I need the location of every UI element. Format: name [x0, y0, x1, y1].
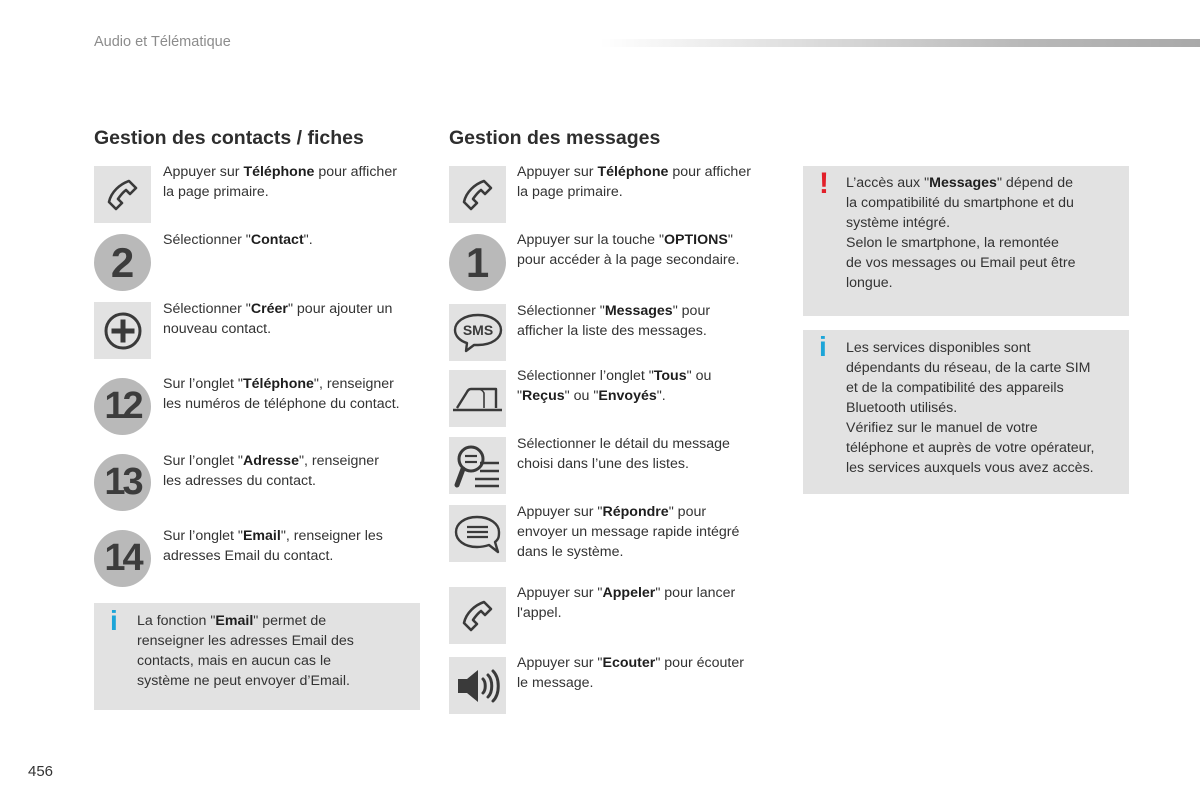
- messages-warning-note: [803, 166, 1129, 316]
- contacts-step-1-text: Appuyer sur Téléphone pour afficher la page primaire.: [163, 164, 397, 200]
- listen-button[interactable]: [449, 657, 506, 714]
- step-badge-14: 14: [94, 530, 151, 587]
- sms-icon-label: SMS: [462, 321, 493, 338]
- messages-step-3-text: Sélectionner "Messages" pour afficher la liste des messages.: [517, 303, 711, 339]
- tab-selector-button[interactable]: [449, 370, 506, 427]
- info-icon: i: [110, 605, 118, 636]
- step-badge-2: 2: [94, 234, 151, 291]
- page-number: 456: [28, 763, 54, 780]
- contacts-step-5-text: Sur l’onglet "Adresse", renseigner les adresses du contact.: [163, 453, 379, 489]
- messages-button[interactable]: [449, 304, 506, 361]
- tab-icon: [450, 381, 506, 417]
- messages-step-7-text: Appuyer sur "Appeler" pour lancer l'appel.: [517, 585, 736, 621]
- phone-icon: [103, 175, 143, 215]
- messages-section-title: Gestion des messages: [449, 127, 661, 149]
- services-info-note: [803, 330, 1129, 494]
- warning-icon: !: [819, 167, 829, 200]
- contacts-step-3-text: Sélectionner "Créer" pour ajouter un nouveau contact.: [163, 301, 393, 337]
- messages-step-2-text: Appuyer sur la touche "OPTIONS" pour accéder à la page secondaire.: [517, 232, 740, 268]
- warning-text: L’accès aux "Messages" dépend de la compatibilité du smartphone et du système intégré. Selon le smartphone, la remontée de vos messages ou Email peut être longue.: [846, 175, 1076, 291]
- step-badge-13: 13: [94, 454, 151, 511]
- sms-icon: [452, 311, 504, 355]
- messages-step-5-text: Sélectionner le détail du message choisi dans l’une des listes.: [517, 436, 730, 472]
- speaker-icon: [454, 666, 502, 706]
- phone-icon: [458, 596, 498, 636]
- header-bar: [600, 39, 1200, 47]
- contacts-step-6-text: Sur l’onglet "Email", renseigner les adresses Email du contact.: [163, 528, 383, 564]
- phone-button[interactable]: [449, 166, 506, 223]
- contacts-step-4-text: Sur l’onglet "Téléphone", renseigner les numéros de téléphone du contact.: [163, 376, 400, 412]
- info-icon: i: [819, 331, 827, 362]
- contacts-section-title: Gestion des contacts / fiches: [94, 127, 364, 149]
- call-button[interactable]: [449, 587, 506, 644]
- messages-step-8-text: Appuyer sur "Ecouter" pour écouter le message.: [517, 655, 744, 691]
- create-contact-button[interactable]: [94, 302, 151, 359]
- plus-circle-icon: [102, 310, 144, 352]
- phone-button[interactable]: [94, 166, 151, 223]
- message-detail-button[interactable]: [449, 437, 506, 494]
- email-info-note: [94, 603, 420, 710]
- contacts-step-2-text: Sélectionner "Contact".: [163, 232, 313, 248]
- messages-step-1-text: Appuyer sur Téléphone pour afficher la page primaire.: [517, 164, 751, 200]
- messages-step-6-text: Appuyer sur "Répondre" pour envoyer un message rapide intégré dans le système.: [517, 504, 740, 560]
- messages-step-4-text: Sélectionner l’onglet "Tous" ou "Reçus" ou "Envoyés".: [517, 368, 712, 404]
- email-info-text: La fonction "Email" permet de renseigner les adresses Email des contacts, mais en aucun cas le système ne peut envoyer d’Email.: [137, 613, 354, 689]
- header-title: Audio et Télématique: [94, 34, 231, 50]
- search-list-icon: [453, 441, 503, 491]
- step-badge-1: 1: [449, 234, 506, 291]
- services-info-text: Les services disponibles sont dépendants du réseau, de la carte SIM et de la compatibilité des appareils Bluetooth utilisés. Vérifiez sur le manuel de votre téléphone et auprès de votre opérateur, les services auxquels vous avez accès.: [846, 340, 1095, 476]
- reply-bubble-icon: [452, 512, 504, 556]
- step-badge-12: 12: [94, 378, 151, 435]
- reply-button[interactable]: [449, 505, 506, 562]
- phone-icon: [458, 175, 498, 215]
